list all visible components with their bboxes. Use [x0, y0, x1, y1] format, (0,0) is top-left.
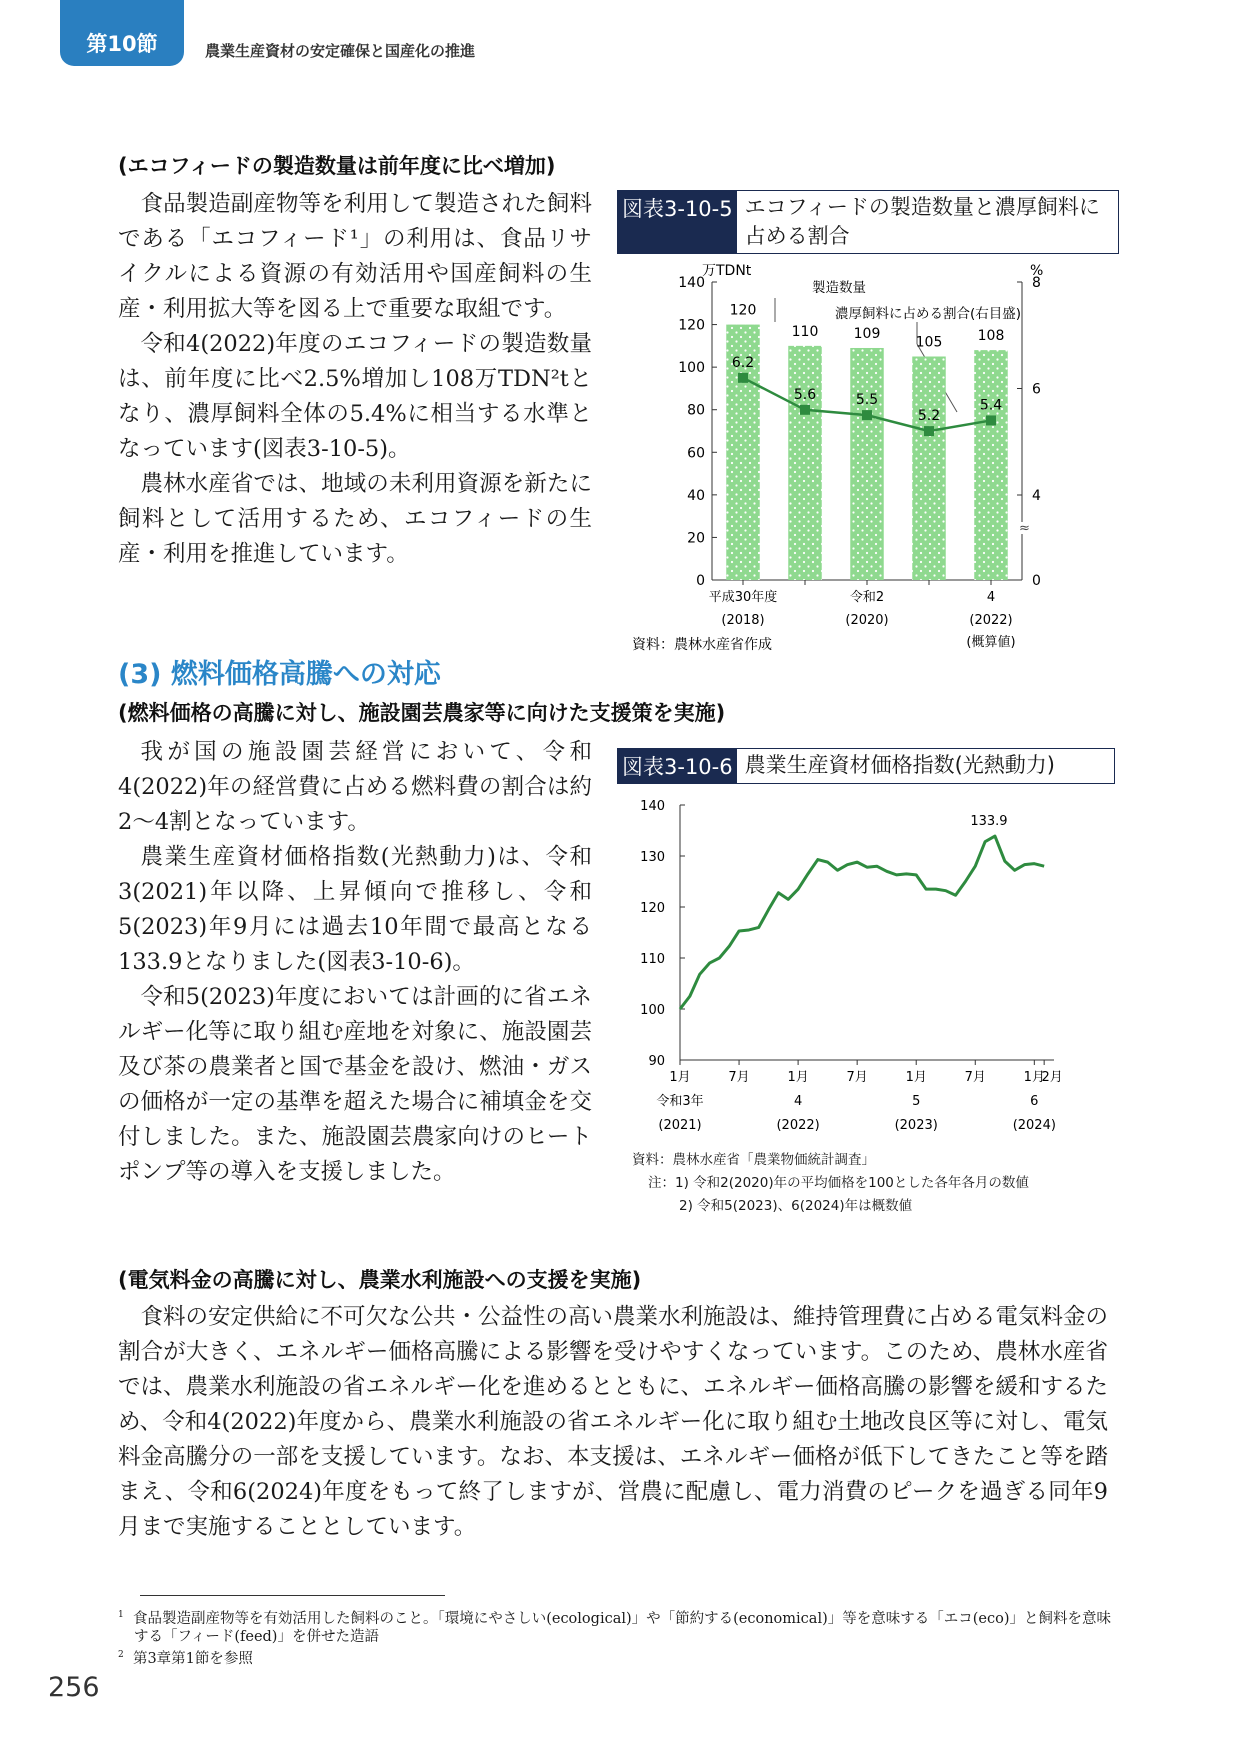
figure-caption-3-10-6: [617, 748, 1115, 784]
bar-value-label: 110: [791, 323, 819, 340]
page-number: 256: [48, 1672, 100, 1703]
share-value-label: 5.5: [855, 392, 879, 409]
paragraph: 食品製造副産物等を利用して製造された飼料である「エコフィード¹」の利用は、食品リサイクルによる資源の有効活用や国産飼料の生産・利用拡大等を図る上で重要な取組です。: [118, 191, 592, 322]
x-tick-label: 4: [793, 1094, 803, 1109]
left-tick-label: 100: [678, 360, 705, 377]
bar-value-label: 109: [853, 325, 881, 342]
section-title: 農業生産資材の安定確保と国産化の推進: [205, 42, 476, 60]
price-index-line: [680, 836, 1044, 1009]
share-point: [862, 410, 872, 420]
share-value-label: 5.2: [917, 408, 941, 425]
footnote-text: 食品製造副産物等を有効活用した飼料のこと。「環境にやさしい(ecological)」や「節約する(economical)」等を意味する「エコ(eco)」と飼料を意味する「フィード(feed)」を併せた造語: [132, 1610, 1111, 1645]
figure-note: 2) 令和5(2023)、6(2024)年は概数値: [679, 1198, 913, 1214]
subsection-heading-electricity: (電気料金の高騰に対し、農業水利施設への支援を実施): [118, 1268, 642, 1292]
share-value-label: 6.2: [731, 354, 755, 371]
y-tick-label: 120: [640, 901, 665, 916]
bar: [912, 357, 945, 581]
figure-id: 図表3-10-6: [618, 749, 737, 783]
bar: [974, 350, 1007, 580]
footnote-mark: 1: [118, 1610, 124, 1620]
x-tick-label: 6: [1030, 1094, 1039, 1109]
fuel-body: [118, 735, 592, 1190]
x-tick-label: 令和2: [849, 590, 885, 605]
price-index-chart: [617, 795, 1092, 1140]
axis-break-mark: ≈: [1019, 521, 1030, 536]
share-point: [800, 405, 810, 415]
x-tick-label: (2020): [845, 613, 889, 628]
x-tick-label: 2月: [1041, 1070, 1063, 1085]
x-tick-label: (2018): [721, 613, 765, 628]
footnote-1: [118, 1606, 1119, 1646]
heading-fuel-price: (3) 燃料価格高騰への対応: [118, 659, 441, 690]
x-tick-label: 7月: [846, 1070, 868, 1085]
x-tick-label: 平成30年度: [708, 590, 778, 605]
footnote-mark: 2: [118, 1650, 124, 1660]
x-tick-label: 4: [986, 590, 996, 605]
peak-value-label: 133.9: [970, 814, 1008, 830]
x-tick-label: 7月: [728, 1070, 750, 1085]
x-tick-label: 1月: [669, 1070, 691, 1085]
left-tick-label: 40: [687, 487, 705, 504]
subsection-heading-ecofeed: (エコフィードの製造数量は前年度に比べ増加): [118, 154, 556, 178]
y-tick-label: 140: [640, 799, 665, 814]
paragraph: 食料の安定供給に不可欠な公共・公益性の高い農業水利施設は、維持管理費に占める電気料金の割合が大きく、エネルギー価格高騰による影響を受けやすくなっています。このため、農林水産省では、農業水利施設の省エネルギー化を進めるとともに、エネルギー価格高騰の影響を緩和するため、令和4(2022)年度から、農業水利施設の省エネルギー化に取り組む土地改良区等に対し、電気料金高騰分の一部を支援しています。なお、本支援は、エネルギー価格が低下してきたこと等を踏まえ、令和6(2024)年度をもって終了しますが、営農に配慮し、電力消費のピークを過ぎる同年9月まで実施することとしています。: [118, 1304, 1109, 1540]
electricity-body: [118, 1300, 1108, 1545]
left-tick-label: 120: [678, 317, 705, 334]
x-tick-label: 1月: [787, 1070, 809, 1085]
x-tick-label: (2022): [776, 1118, 820, 1133]
y-tick-label: 90: [648, 1054, 665, 1069]
paragraph: 農林水産省では、地域の未利用資源を新たに飼料として活用するため、エコフィードの生産・利用を推進しています。: [118, 471, 592, 567]
right-tick-label: 0: [1032, 573, 1041, 589]
y-tick-label: 100: [640, 1003, 665, 1018]
x-tick-label: 令和3年: [656, 1094, 704, 1109]
bar-value-label: 105: [915, 334, 943, 351]
share-point: [738, 373, 748, 383]
left-tick-label: 80: [687, 402, 705, 419]
right-tick-label: 4: [1032, 488, 1041, 504]
line-series-label: 濃厚飼料に占める割合(右目盛): [835, 306, 1022, 322]
bar: [788, 346, 821, 580]
x-tick-label: 5: [912, 1094, 921, 1109]
paragraph: 農業生産資材価格指数(光熱動力)は、令和3(2021)年以降、上昇傾向で推移し、令和5(2023)年9月には過去10年間で最高となる133.9となりました(図表3-10-6)。: [118, 844, 592, 975]
footnote-2: [118, 1646, 253, 1668]
y-tick-label: 130: [640, 850, 665, 865]
figure-caption-3-10-5: [617, 190, 1119, 254]
figure-source: 資料：農林水産省作成: [632, 637, 772, 653]
right-tick-label: 8: [1032, 275, 1041, 291]
x-tick-label: 7月: [964, 1070, 986, 1085]
footnote-text: 第3章第1節を参照: [132, 1650, 253, 1667]
figure-title: エコフィードの製造数量と濃厚飼料に占める割合: [744, 195, 1100, 248]
y-tick-label: 110: [640, 952, 665, 967]
right-unit-label: %: [1030, 263, 1044, 279]
figure-source: 資料：農林水産省「農業物価統計調査」: [632, 1152, 875, 1168]
subsection-heading-fuel: (燃料価格の高騰に対し、施設園芸農家等に向けた支援策を実施): [118, 701, 726, 725]
ecofeed-body: [118, 187, 592, 572]
left-tick-label: 20: [687, 530, 705, 547]
x-tick-label: (概算値): [966, 635, 1016, 650]
figure-title: 農業生産資材価格指数(光熱動力): [744, 753, 1055, 777]
left-tick-label: 140: [678, 275, 705, 291]
x-tick-label: (2024): [1012, 1118, 1056, 1133]
bar-value-label: 108: [977, 328, 1005, 345]
bar: [850, 348, 883, 580]
left-tick-label: 60: [687, 445, 705, 462]
right-tick-label: 6: [1032, 381, 1041, 398]
share-value-label: 5.6: [793, 386, 817, 403]
bar-value-label: 120: [729, 302, 757, 319]
footnote-divider: [140, 1595, 445, 1596]
x-tick-label: (2021): [658, 1118, 702, 1133]
paragraph: 我が国の施設園芸経営において、令和4(2022)年の経営費に占める燃料費の割合は約2～4割となっています。: [118, 739, 592, 835]
x-tick-label: 1月: [1023, 1070, 1045, 1085]
section-tab: 第10節: [60, 0, 184, 66]
left-tick-label: 0: [696, 573, 705, 589]
figure-id: 図表3-10-5: [618, 191, 737, 253]
x-tick-label: (2022): [969, 613, 1013, 628]
share-point: [924, 426, 934, 436]
x-tick-label: (2023): [894, 1118, 938, 1133]
left-unit-label: 万TDNt: [702, 263, 752, 279]
x-tick-label: 1月: [905, 1070, 927, 1085]
share-point: [986, 415, 996, 425]
ecofeed-chart: [617, 258, 1092, 658]
paragraph: 令和4(2022)年度のエコフィードの製造数量は、前年度に比べ2.5%増加し108万TDN²tとなり、濃厚飼料全体の5.4%に相当する水準となっています(図表3-10-5)。: [118, 331, 592, 462]
share-value-label: 5.4: [979, 397, 1003, 414]
bar-series-label: 製造数量: [812, 280, 866, 296]
figure-note: 注：1) 令和2(2020)年の平均価格を100とした各年各月の数値: [648, 1175, 1029, 1191]
paragraph: 令和5(2023)年度においては計画的に省エネルギー化等に取り組む産地を対象に、施設園芸及び茶の農業者と国で基金を設け、燃油・ガスの価格が一定の基準を超えた場合に補填金を交付しました。また、施設園芸農家向けのヒートポンプ等の導入を支援しました。: [118, 984, 592, 1185]
